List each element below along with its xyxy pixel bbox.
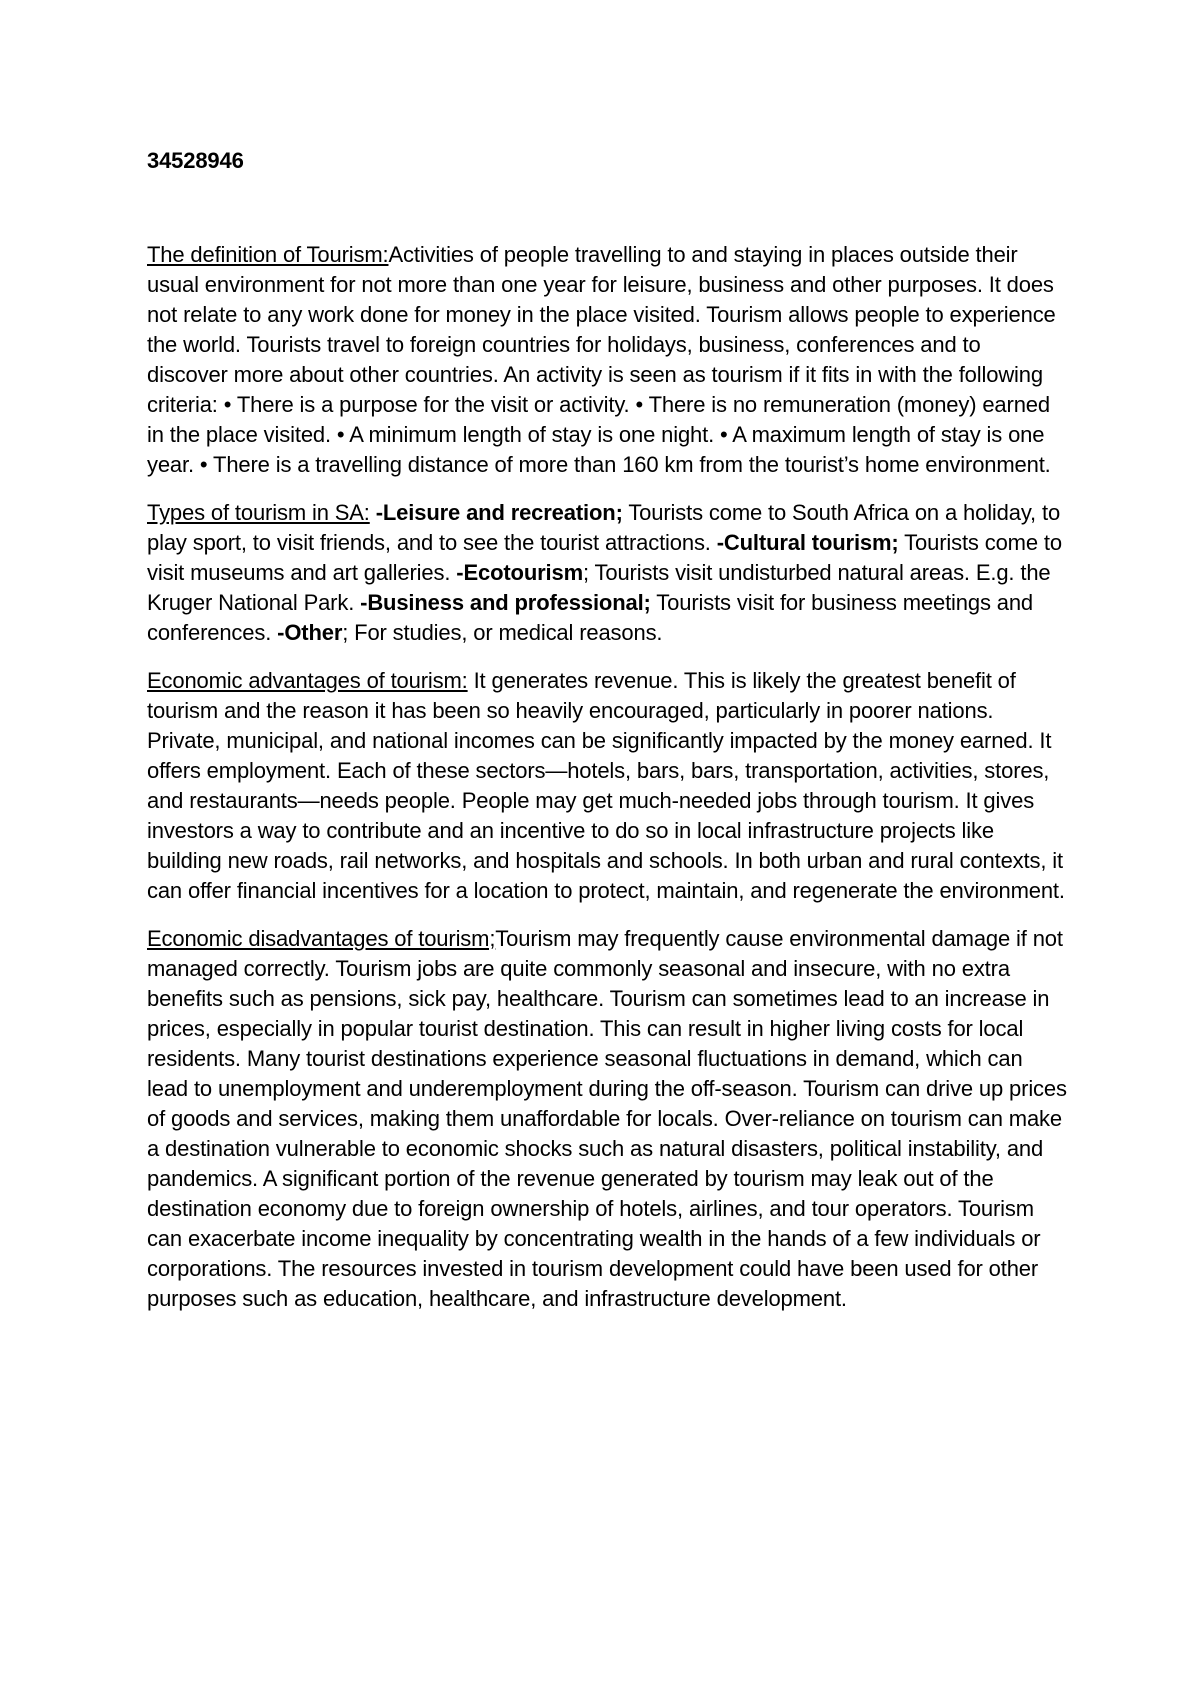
- definition-text: Activities of people travelling to and staying in places outside their usual environment for not more than one year for leisure, business and other purposes. It does not relate to any work done for money in the place visited. Tourism allows people to experience the world. Tourists travel to foreign countries for holidays, business, conferences and to discover more about other countries. An activity is seen as tourism if it fits in with the following criteria: • There is a purpose for the visit or activity. • There is no remuneration (money) earned in the place visited. • A minimum length of stay is one night. • A maximum length of stay is one year. • There is a travelling distance of more than 160 km from the tourist’s home environment.: [147, 242, 1056, 477]
- document-body: [147, 146, 1067, 1332]
- type-term-other: -Other: [277, 620, 343, 645]
- type-text-ecotourism: ; Tourists visit undisturbed natural areas. E.g. the Kruger National Park.: [147, 560, 1051, 615]
- types-heading: Types of tourism in SA:: [147, 500, 370, 525]
- type-text-cultural: Tourists come to visit museums and art galleries.: [147, 530, 1062, 585]
- types-paragraph: [147, 498, 1067, 648]
- student-number: 34528946: [147, 148, 244, 173]
- type-text-other: ; For studies, or medical reasons.: [342, 620, 663, 645]
- advantages-paragraph: [147, 666, 1067, 906]
- type-text-leisure: Tourists come to South Africa on a holiday, to play sport, to visit friends, and to see the tourist attractions.: [147, 500, 1061, 555]
- type-term-cultural: -Cultural tourism;: [716, 530, 899, 555]
- definition-heading: The definition of Tourism:: [147, 242, 389, 267]
- disadvantages-paragraph: [147, 924, 1067, 1314]
- type-term-ecotourism: -Ecotourism: [456, 560, 583, 585]
- type-term-leisure: -Leisure and recreation;: [375, 500, 623, 525]
- advantages-text: It generates revenue. This is likely the greatest benefit of tourism and the reason it has been so heavily encouraged, particularly in poorer nations. Private, municipal, and national incomes can be significantly impacted by the money earned. It offers employment. Each of these sectors—hotels, bars, bars, transportation, activities, stores, and restaurants—needs people. People may get much-needed jobs through tourism. It gives investors a way to contribute and an incentive to do so in local infrastructure projects like building new roads, rail networks, and hospitals and schools. In both urban and rural contexts, it can offer financial incentives for a location to protect, maintain, and regenerate the environment.: [147, 668, 1065, 903]
- disadvantages-text: Tourism may frequently cause environmental damage if not managed correctly. Tourism jobs are quite commonly seasonal and insecure, with no extra benefits such as pensions, sick pay, healthcare. Tourism can sometimes lead to an increase in prices, especially in popular tourist destination. This can result in higher living costs for local residents. Many tourist destinations experience seasonal fluctuations in demand, which can lead to unemployment and underemployment during the off-season. Tourism can drive up prices of goods and services, making them unaffordable for locals. Over-reliance on tourism can make a destination vulnerable to economic shocks such as natural disasters, political instability, and pandemics. A significant portion of the revenue generated by tourism may leak out of the destination economy due to foreign ownership of hotels, airlines, and tour operators. Tourism can exacerbate income inequality by concentrating wealth in the hands of a few individuals or corporations. The resources invested in tourism development could have been used for other purposes such as education, healthcare, and infrastructure development.: [147, 926, 1067, 1311]
- disadvantages-heading: Economic disadvantages of tourism;: [147, 926, 496, 951]
- type-term-business: -Business and professional;: [360, 590, 651, 615]
- definition-paragraph: [147, 240, 1067, 480]
- type-text-business: Tourists visit for business meetings and conferences.: [147, 590, 1034, 645]
- advantages-heading: Economic advantages of tourism:: [147, 668, 468, 693]
